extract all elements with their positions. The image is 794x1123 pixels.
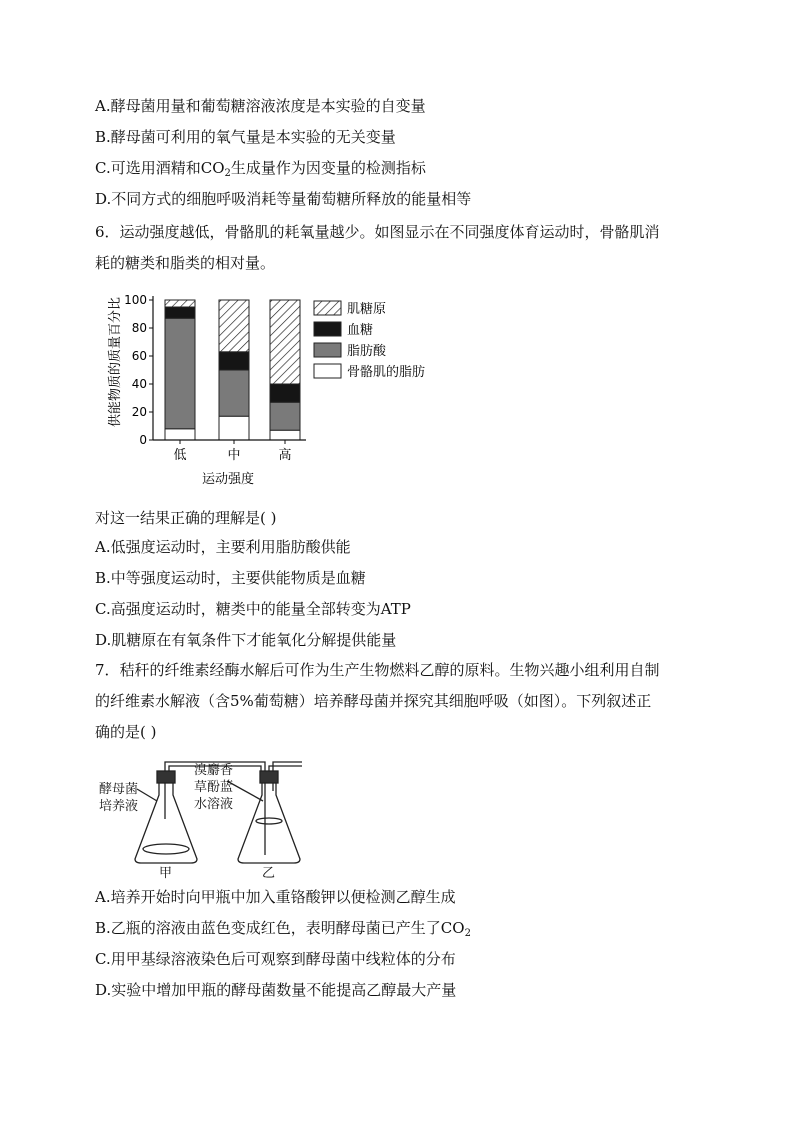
legend-label: 血糖 bbox=[347, 323, 374, 338]
q5-option-a: A.酵母菌用量和葡萄糖溶液浓度是本实验的自变量 bbox=[95, 97, 426, 115]
q7-option-d: D.实验中增加甲瓶的酵母菌数量不能提高乙醇最大产量 bbox=[95, 981, 457, 999]
y-tick-label: 0 bbox=[139, 433, 147, 447]
label-bromothymol-3: 水溶液 bbox=[194, 797, 234, 812]
flask-b-label: 乙 bbox=[262, 866, 276, 879]
q7-stem-line-3: 确的是( ) bbox=[95, 723, 157, 741]
label-yeast-culture-1: 酵母菌 bbox=[99, 782, 139, 797]
bar-segment bbox=[270, 300, 300, 384]
q6-option-c: C.高强度运动时，糖类中的能量全部转变为ATP bbox=[95, 600, 411, 618]
y-axis-label: 供能物质的质量百分比 bbox=[108, 296, 123, 428]
q7-option-b bbox=[95, 918, 471, 938]
bar-segment bbox=[165, 300, 195, 307]
q5-option-c-subscript: 2 bbox=[224, 168, 231, 179]
legend-label: 脂肪酸 bbox=[347, 344, 387, 359]
bar-segment bbox=[219, 370, 249, 416]
x-axis-label: 运动强度 bbox=[201, 472, 255, 487]
q6-option-b: B.中等强度运动时，主要供能物质是血糖 bbox=[95, 569, 366, 587]
bar-segment bbox=[165, 307, 195, 318]
flask-a-label: 甲 bbox=[159, 866, 173, 879]
x-tick-label: 低 bbox=[173, 448, 187, 463]
q7-stem-line-2: 的纤维素水解液（含5%葡萄糖）培养酵母菌并探究其细胞呼吸（如图）。下列叙述正 bbox=[95, 692, 652, 710]
legend-swatch bbox=[314, 301, 341, 315]
legend-label: 肌糖原 bbox=[347, 302, 387, 317]
y-tick-label: 40 bbox=[131, 377, 147, 391]
stacked-bar-chart bbox=[100, 285, 450, 495]
flask-b-stopper bbox=[260, 771, 278, 783]
bar-segment bbox=[219, 416, 249, 440]
bar-segment bbox=[165, 429, 195, 440]
q7-option-c: C.用甲基绿溶液染色后可观察到酵母菌中线粒体的分布 bbox=[95, 950, 456, 968]
chart-legend bbox=[314, 301, 425, 380]
bar-segment bbox=[270, 384, 300, 402]
q6-option-a: A.低强度运动时，主要利用脂肪酸供能 bbox=[95, 538, 351, 556]
y-tick-label: 100 bbox=[124, 293, 147, 307]
bar-segment bbox=[219, 300, 249, 352]
q7-stem-line-1: 7．秸秆的纤维素经酶水解后可作为生产生物燃料乙醇的原料。生物兴趣小组利用自制 bbox=[95, 661, 660, 679]
q5-option-b: B.酵母菌可利用的氧气量是本实验的无关变量 bbox=[95, 128, 396, 146]
q6-prompt: 对这一结果正确的理解是( ) bbox=[95, 509, 277, 527]
q5-option-c-text-end: 生成量作为因变量的检测指标 bbox=[230, 159, 426, 177]
q6-option-d: D.肌糖原在有氧条件下才能氧化分解提供能量 bbox=[95, 631, 397, 649]
flask-a-liquid bbox=[143, 844, 189, 854]
flask-b bbox=[238, 783, 300, 863]
label-bromothymol-2: 草酚蓝 bbox=[194, 780, 234, 795]
legend-swatch bbox=[314, 364, 341, 378]
bar-segment bbox=[219, 352, 249, 370]
legend-swatch bbox=[314, 343, 341, 357]
q5-option-c bbox=[95, 158, 426, 178]
x-axis bbox=[153, 440, 306, 463]
chart-bars bbox=[165, 300, 300, 440]
label-yeast-culture-2: 培养液 bbox=[99, 799, 139, 814]
y-tick-label: 60 bbox=[131, 349, 147, 363]
y-tick-label: 20 bbox=[131, 405, 147, 419]
q7-option-b-subscript: 2 bbox=[464, 928, 471, 939]
q5-option-d: D.不同方式的细胞呼吸消耗等量葡萄糖所释放的能量相等 bbox=[95, 190, 472, 208]
y-tick-label: 80 bbox=[131, 321, 147, 335]
x-tick-label: 高 bbox=[278, 448, 292, 463]
bar-segment bbox=[270, 430, 300, 440]
flask-b-liquid bbox=[256, 818, 282, 824]
flask-a-stopper bbox=[157, 771, 175, 783]
q6-stem-line-1: 6．运动强度越低，骨骼肌的耗氧量越少。如图显示在不同强度体育运动时，骨骼肌消 bbox=[95, 223, 660, 241]
flask-apparatus-figure bbox=[95, 757, 325, 879]
q7-option-b-text: B.乙瓶的溶液由蓝色变成红色，表明酵母菌已产生了CO bbox=[95, 919, 465, 937]
bar-segment bbox=[270, 402, 300, 430]
bar-segment bbox=[165, 318, 195, 429]
label-bromothymol-1: 溴麝香 bbox=[194, 763, 234, 778]
legend-label: 骨骼肌的脂肪 bbox=[347, 365, 426, 380]
q7-option-a: A.培养开始时向甲瓶中加入重铬酸钾以便检测乙醇生成 bbox=[95, 888, 456, 906]
q5-option-c-text: C.可选用酒精和CO bbox=[95, 159, 225, 177]
x-tick-label: 中 bbox=[227, 448, 241, 463]
q6-stem-line-2: 耗的糖类和脂类的相对量。 bbox=[95, 254, 276, 272]
legend-swatch bbox=[314, 322, 341, 336]
y-axis bbox=[124, 293, 153, 447]
